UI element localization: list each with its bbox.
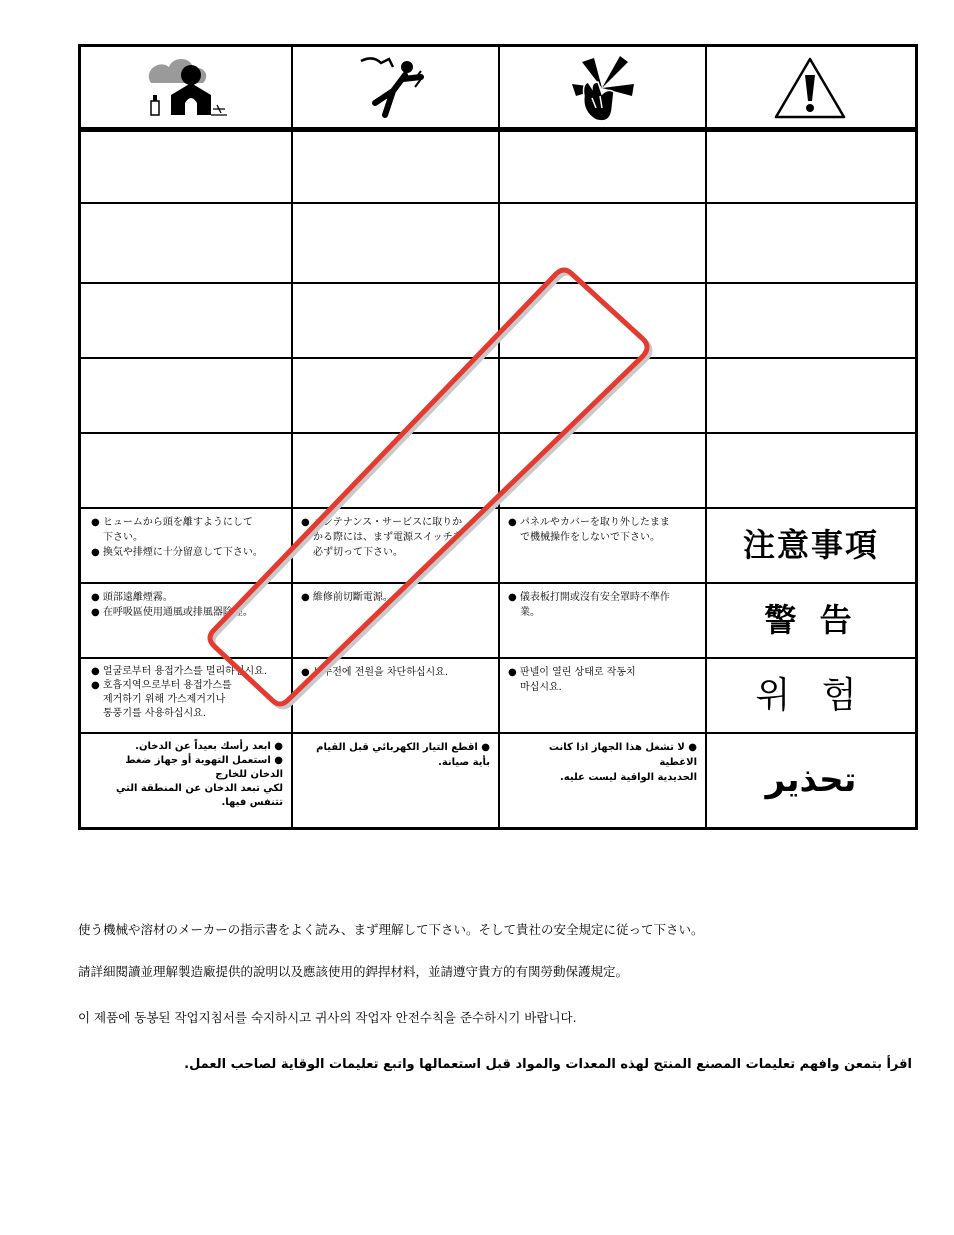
text-line: ● 換気や排煙に十分留意して下さい。 [91, 547, 263, 558]
text-line: 必ず切って下さい。 [313, 547, 403, 558]
arabic-parts-text [500, 734, 705, 827]
text-line: ● ابعد رأسك بعيداً عن الدخان. [135, 741, 283, 752]
chinese-parts-text [500, 584, 705, 657]
text-line: ● 호흡지역으로부터 용접가스를 [91, 680, 232, 691]
japanese-caution-label: 注意事項 [742, 526, 879, 564]
text-line: الحديدية الواقية ليست عليه. [560, 772, 697, 783]
text-line: ● ヒュームから頭を離すようにして [91, 517, 253, 528]
japanese-fumes-text [83, 509, 291, 582]
text-line: 下さい。 [103, 532, 143, 543]
text-line: لكي تبعد الدخان عن المنطقة التي تتنفس فيها. [116, 783, 283, 808]
arabic-warning-label: تحذير [765, 760, 857, 800]
korean-shock-text [293, 659, 498, 732]
chinese-warning-label: 警 告 [764, 601, 858, 639]
footer-korean: 이 제품에 동봉된 작업지침서를 숙지하시고 귀사의 작업자 안전수칙을 준수하시기 바랍니다. [78, 1010, 577, 1025]
text-line: ● メンテナンス・サービスに取りか [301, 517, 463, 528]
text-line: 마십시요. [520, 682, 562, 693]
chinese-shock-text [293, 584, 498, 657]
arabic-shock-text [293, 734, 498, 827]
text-line: ● 얼굴로부터 용접가스를 멀리하십시요. [91, 666, 268, 677]
text-line: ● 儀表板打開或沒有安全罩時不準作 [508, 592, 670, 603]
japanese-shock-text [293, 509, 498, 582]
row-divider [81, 202, 915, 204]
text-line: 제거하기 위해 가스제거기나 [103, 694, 226, 705]
text-line: ● 在呼吸區使用通風或排風器除煙。 [91, 607, 253, 618]
safety-warning-table [78, 44, 918, 830]
text-line: ● استعمل التهوية أو جهاز ضغط الدخان للخارج [125, 755, 283, 780]
moving-parts-hand-icon [498, 47, 705, 129]
arabic-fumes-text [83, 734, 291, 827]
korean-danger-label: 위 험 [755, 675, 867, 716]
japanese-parts-text [500, 509, 705, 582]
row-divider [81, 282, 915, 284]
footer-japanese: 使う機械や溶材のメーカーの指示書をよく読み、まず理解して下さい。そして貴社の安全規定に従って下さい。 [78, 922, 704, 937]
text-line: かる際には、まず電源スイッチを [313, 532, 463, 543]
warning-triangle-icon [705, 47, 915, 129]
row-divider [81, 357, 915, 359]
text-line: ● 維修前切斷電源。 [301, 592, 393, 603]
footer-chinese: 請詳細閱讀並理解製造廠提供的說明以及應該使用的銲捍材料，並請遵守貴方的有関勞動保護規定。 [78, 964, 629, 979]
row-divider [81, 432, 915, 434]
text-line: 통풍기를 사용하십시요. [103, 708, 206, 719]
chinese-fumes-text [83, 584, 291, 657]
fumes-breathing-icon [81, 47, 291, 129]
text-line: ● パネルやカバーを取り外したまま [508, 517, 670, 528]
text-line: ● 판넬이 열린 상태로 작동치 [508, 667, 636, 678]
electric-shock-icon [291, 47, 498, 129]
korean-fumes-text [83, 659, 291, 732]
text-line: ● 頭部遠離煙霧。 [91, 592, 173, 603]
text-line: ● 보수전에 전원을 차단하십시요. [301, 667, 449, 678]
text-line: 業。 [520, 607, 540, 618]
text-line: で機械操作をしないで下さい。 [520, 532, 660, 543]
korean-parts-text [500, 659, 705, 732]
text-line: ● اقطع التيار الكهربائي قبل القيام بأية صيانة. [316, 742, 490, 768]
text-line: ● لا تشغل هذا الجهاز اذا كانت الاغطية [548, 742, 697, 768]
footer-arabic: اقرأ بتمعن وافهم تعليمات المصنع المنتج لهذه المعدات والمواد قبل استعمالها واتبع تعليمات الوقاية لصاحب العمل. [184, 1057, 912, 1072]
